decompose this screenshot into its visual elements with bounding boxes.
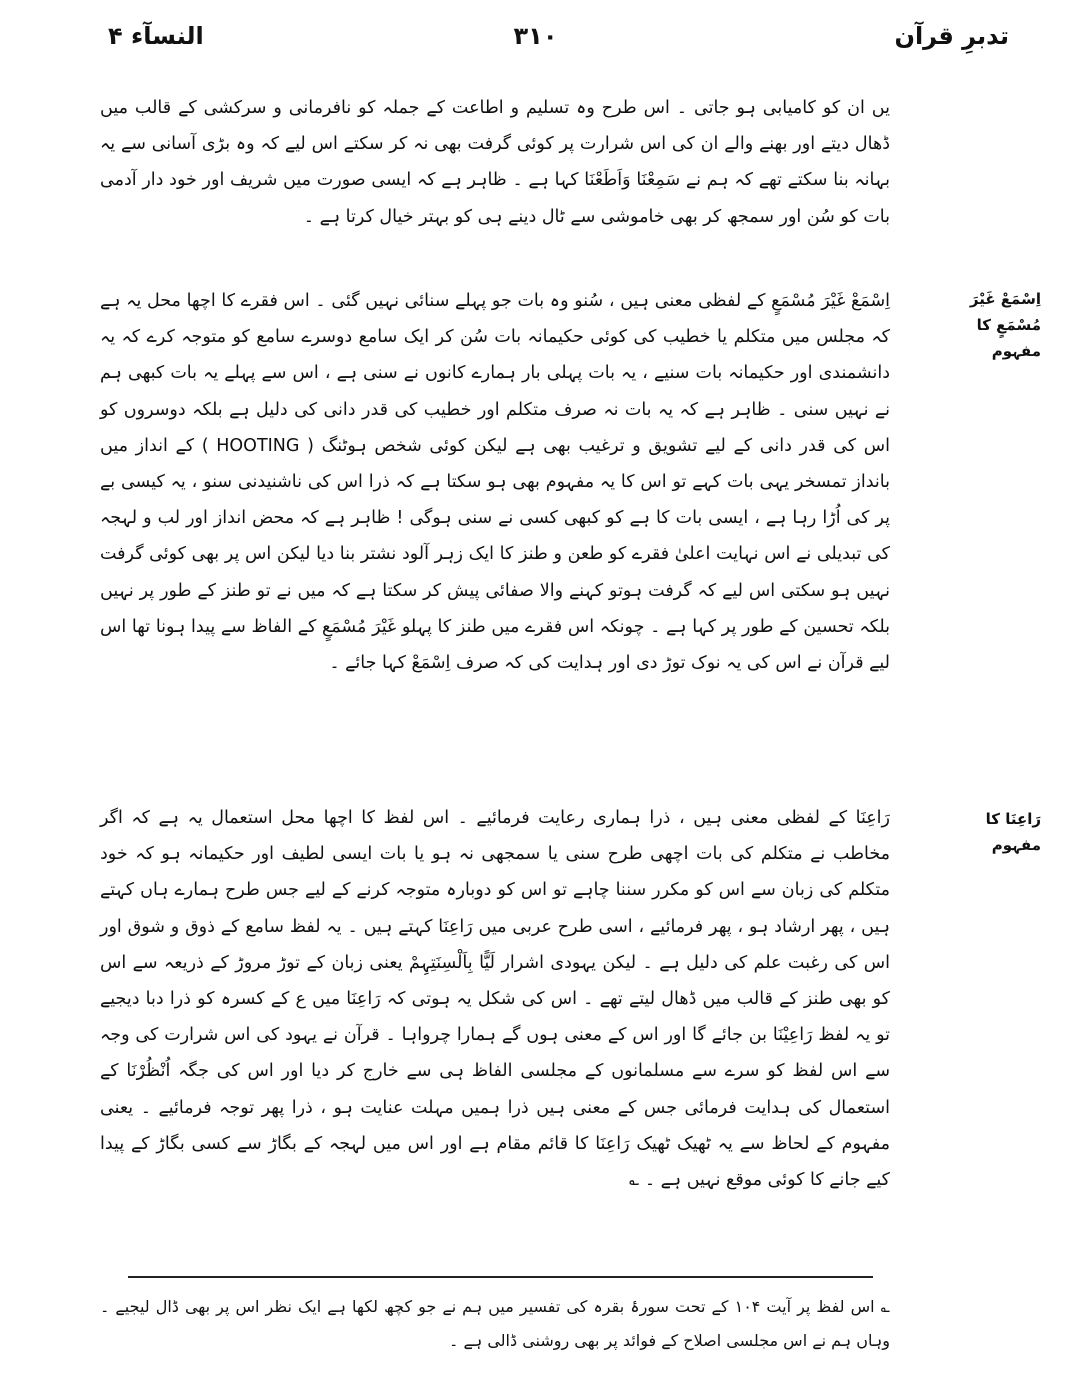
paragraph-3 bbox=[100, 800, 890, 1198]
paragraph-2-text: اِسْمَعْ غَیْرَ مُسْمَعٍ کے لفظی معنی ہیں ، سُنو وہ بات جو پہلے سنائی نہیں گئی ۔ اس فقرے کا اچھا محل یہ ہے کہ مجلس میں متکلم یا خطیب کی کوئی حکیمانہ بات سُن کر ایک سامع دوسرے سامع کو متوجہ کرے کہ یہ دانشمندی اور حکیمانہ بات سنیے ، یہ بات پہلی بار ہمارے کانوں نے سنی ہے ، اس سے پہلے یہ بات کبھی ہم نے نہیں سنی ۔ ظاہر ہے کہ یہ بات نہ صرف متکلم اور خطیب کی قدر دانی کی دلیل ہے بلکہ دوسروں کو اس کی قدر دانی کے لیے تشویق و ترغیب بھی ہے لیکن کوئی شخص ہوٹنگ ( HOOTING ) کے انداز میں بانداز تمسخر یہی بات کہے تو اس کا یہ مفہوم بھی ہو سکتا ہے کہ ذرا اس کی ناشنیدنی سنو ، یہ کیسی بے پر کی اُڑا رہا ہے ، ایسی بات کا ہے کو کبھی کسی نے سنی ہوگی ! ظاہر ہے کہ محض انداز اور لب و لہجہ کی تبدیلی نے اس نہایت اعلیٰ فقرے کو طعن و طنز کا ایک زہر آلود نشتر بنا دیا لیکن اس پر بھی کوئی گرفت نہیں ہو سکتی اس لیے کہ گرفت ہوتو کہنے والا صفائی پیش کر سکتا ہے کہ میں نے تو طنز کے طور پر نہیں بلکہ تحسین کے طور پر کہا ہے ۔ چونکہ اس فقرے میں طنز کا پہلو غَیْرَ مُسْمَعٍ کے الفاظ سے پیدا ہونا تھا اس لیے قرآن نے اس کی یہ نوک توڑ دی اور ہدایت کی کہ صرف اِسْمَعْ کہا جائے ۔ bbox=[100, 291, 890, 674]
footnote: ؎ اس لفظ پر آیت ۱۰۴ کے تحت سورۂ بقرہ کی تفسیر میں ہم نے جو کچھ لکھا ہے ایک نظر اس پر بھی ڈال لیجیے ۔ وہاں ہم نے اس مجلسی اصلاح کے فوائد پر بھی روشنی ڈالی ہے ۔ bbox=[100, 1297, 890, 1350]
surah-name: النسآء ۴ bbox=[108, 22, 204, 50]
paragraph-3-text: رَاعِنَا کے لفظی معنی ہیں ، ذرا ہماری رعایت فرمائیے ۔ اس لفظ کا اچھا محل استعمال یہ ہے کہ اگر مخاطب نے متکلم کی بات اچھی طرح سنی یا سمجھی نہ ہو یا بات ایسی لطیف اور حکیمانہ ہو کہ خود متکلم کی زبان سے اس کو مکرر سننا چاہے تو اس کو دوبارہ متوجہ کرنے کے لیے جس طرح ہمارے ہاں کہتے ہیں ، پھر ارشاد ہو ، پھر فرمائیے ، اسی طرح عربی میں رَاعِنَا کہتے ہیں ۔ یہ لفظ سامع کے ذوق و شوق اور اس کی رغبت علم کی دلیل ہے ۔ لیکن یہودی اشرار لَیًّا بِاَلْسِنَتِہِمْ یعنی زبان کے توڑ مروڑ کے ذریعہ سے اس کو بھی طنز کے قالب میں ڈھال لیتے تھے ۔ اس کی شکل یہ ہوتی کہ رَاعِنَا میں ع کے کسرہ کو ذرا دبا دیجیے تو یہ لفظ رَاعِیْنَا بن جائے گا اور اس کے معنی ہوں گے ہمارا چرواہا ۔ قرآن نے یہود کی اس شرارت کی وجہ سے اس لفظ کو سرے سے مسلمانوں کے مجلسی الفاظ ہی سے خارج کر دیا اور اس کی جگہ اُنْظُرْنَا کے استعمال کی ہدایت فرمائی جس کے معنی ہیں ذرا ہمیں مہلت عنایت ہو ، ذرا پھر توجہ فرمائیے ۔ یعنی مفہوم کے لحاظ سے یہ ٹھیک ٹھیک رَاعِنَا کا قائم مقام ہے اور اس میں لہجہ کے بگاڑ سے کسی بگاڑ کے پیدا کیے جانے کا کوئی موقع نہیں ہے ۔ ؎ bbox=[100, 808, 890, 1191]
margin-note-raaina: رَاعِنَا کا مفہوم bbox=[985, 810, 1041, 854]
paragraph-1-text: یں ان کو کامیابی ہو جاتی ۔ اس طرح وہ تسلیم و اطاعت کے جملہ کو نافرمانی و سرکشی کے قالب میں ڈھال دیتے اور بھنے والے ان کی اس شرارت پر کوئی گرفت بھی نہ کر سکتے اس لیے کہ وہ بڑی آسانی سے یہ بہانہ بنا سکتے تھے کہ ہم نے سَمِعْنَا وَاَطَعْنَا کہا ہے ۔ ظاہر ہے کہ ایسی صورت میں شریف اور خود دار آدمی بات کو سُن اور سمجھ کر بھی خاموشی سے ٹال دینے ہی کو بہتر خیال کرتا ہے ۔ bbox=[100, 98, 890, 227]
paragraph-2 bbox=[100, 283, 890, 681]
margin-note-ismaa: اِسْمَعْ غَیْرَ مُسْمَعٍ کا مفہوم bbox=[969, 290, 1041, 360]
page-number: ۳۱۰ bbox=[513, 22, 558, 50]
book-title: تدبرِ قرآن bbox=[894, 22, 1009, 50]
footnote-divider bbox=[128, 1276, 873, 1278]
paragraph-1 bbox=[100, 90, 890, 235]
